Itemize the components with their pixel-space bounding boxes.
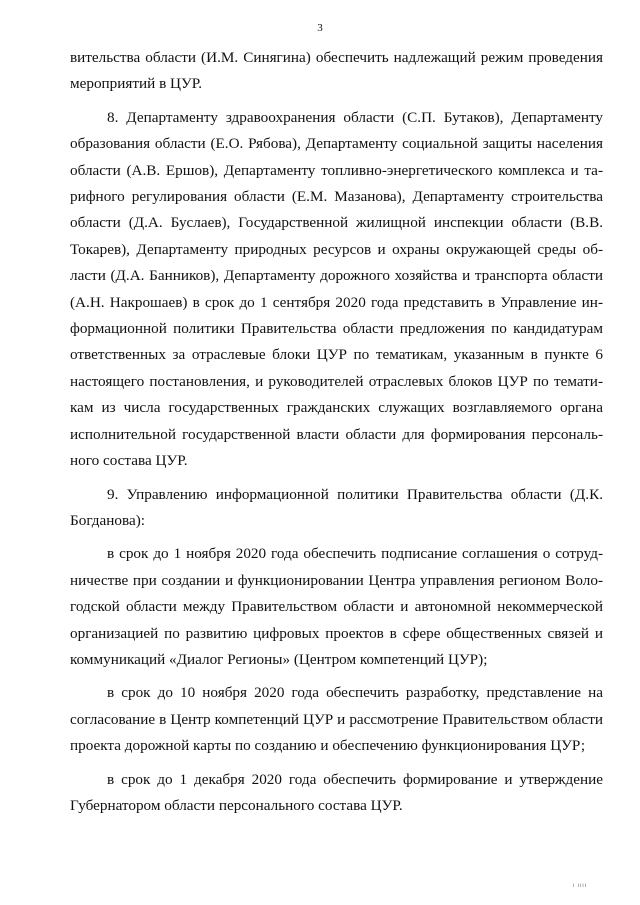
document-body [70,45,603,819]
footer-mark: ι ιιιι [572,883,587,889]
paragraph-continuation: вительства области (И.М. Синягина) обеспечить надлежащий режим проведения мероприятий в ЦУР. [70,49,603,93]
paragraph-subitem-roadmap: в срок до 10 ноября 2020 года обеспечить разработку, представление на согласование в Центр компетенций ЦУР и рассмотрение Правительством области проекта дорожной карты по созданию и обеспечению функционирования ЦУР; [70,684,603,755]
paragraph-item-9: 9. Управлению информационной политики Правительства области (Д.К. Богданова): [70,485,603,529]
page-number: 3 [317,22,323,34]
paragraph-subitem-agreement: в срок до 1 ноября 2020 года обеспечить подписание соглашения о сотрудничестве при создании и функционировании Центра управления регионом Вологодской области между Правительством области и автономной некоммерческой организацией по развитию цифровых проектов в сфере общественных связей и коммуникаций «Диалог Регионы» (Центром компетенций ЦУР); [70,545,603,668]
paragraph-item-8: 8. Департаменту здравоохранения области (С.П. Бутаков), Департаменту образования области (Е.О. Рябова), Департаменту социальной защиты населения области (А.В. Ершов), Департаменту топливно-энергетического комплекса и тарифного регулирования области (Е.М. Мазанова), Департаменту строительства области (Д.А. Буслаев), Государственной жилищной инспекции области (В.В. Токарев), Департаменту природных ресурсов и охраны окружающей среды области (Д.А. Банников), Департаменту дорожного хозяйства и транспорта области (А.Н. Накрошаев) в срок до 1 сентября 2020 года представить в Управление информационной политики Правительства области предложения по кандидатурам ответственных за отраслевые блоки ЦУР по тематикам, указанным в пункте 6 настоящего постановления, и руководителей отраслевых блоков ЦУР по тематикам из числа государственных гражданских служащих возглавляемого органа исполнительной государственной власти области для формирования персонального состава ЦУР. [70,108,603,470]
paragraph-subitem-staff: в срок до 1 декабря 2020 года обеспечить формирование и утверждение Губернатором области персонального состава ЦУР. [70,770,603,814]
